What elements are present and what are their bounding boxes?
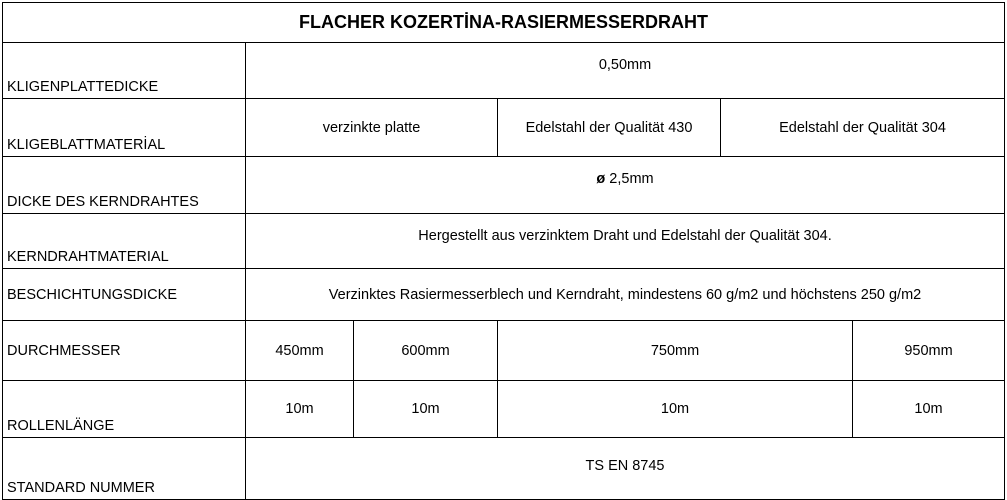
value-diameter-3: 750mm bbox=[498, 321, 853, 381]
label-coating-thickness: BESCHICHTUNGSDICKE bbox=[3, 269, 246, 321]
label-blade-thickness: KLIGENPLATTEDICKE bbox=[3, 43, 246, 99]
label-core-wire-thickness: DICKE DES KERNDRAHTES bbox=[3, 157, 246, 214]
label-roll-length: ROLLENLÄNGE bbox=[3, 381, 246, 438]
value-coating-thickness: Verzinktes Rasiermesserblech und Kerndraht, mindestens 60 g/m2 und höchstens 250 g/m2 bbox=[246, 269, 1005, 321]
value-diameter-2: 600mm bbox=[354, 321, 498, 381]
value-blade-material-304: Edelstahl der Qualität 304 bbox=[721, 99, 1005, 157]
row-standard bbox=[3, 438, 1005, 500]
row-blade-material bbox=[3, 99, 1005, 157]
title-row bbox=[3, 3, 1005, 43]
value-blade-material-galvanized: verzinkte platte bbox=[246, 99, 498, 157]
row-core-wire-material bbox=[3, 214, 1005, 269]
label-core-wire-material: KERNDRAHTMATERIAL bbox=[3, 214, 246, 269]
core-wire-thickness-text: 2,5mm bbox=[605, 171, 654, 187]
row-diameter bbox=[3, 321, 1005, 381]
value-roll-length-3: 10m bbox=[498, 381, 853, 438]
value-diameter-4: 950mm bbox=[853, 321, 1005, 381]
label-diameter: DURCHMESSER bbox=[3, 321, 246, 381]
value-roll-length-1: 10m bbox=[246, 381, 354, 438]
value-core-wire-material: Hergestellt aus verzinktem Draht und Edelstahl der Qualität 304. bbox=[246, 214, 1005, 269]
value-standard: TS EN 8745 bbox=[246, 438, 1005, 500]
value-blade-material-430: Edelstahl der Qualität 430 bbox=[498, 99, 721, 157]
diameter-symbol: ø bbox=[596, 171, 606, 187]
row-coating-thickness bbox=[3, 269, 1005, 321]
label-standard: STANDARD NUMMER bbox=[3, 438, 246, 500]
table-title: FLACHER KOZERTİNA-RASIERMESSERDRAHT bbox=[3, 3, 1005, 43]
value-roll-length-2: 10m bbox=[354, 381, 498, 438]
value-core-wire-thickness bbox=[246, 157, 1005, 214]
value-diameter-1: 450mm bbox=[246, 321, 354, 381]
row-roll-length bbox=[3, 381, 1005, 438]
row-core-wire-thickness bbox=[3, 157, 1005, 214]
value-blade-thickness: 0,50mm bbox=[246, 43, 1005, 99]
value-roll-length-4: 10m bbox=[853, 381, 1005, 438]
row-blade-thickness bbox=[3, 43, 1005, 99]
label-blade-material: KLIGEBLATTMATERİAL bbox=[3, 99, 246, 157]
spec-table bbox=[2, 2, 1005, 500]
